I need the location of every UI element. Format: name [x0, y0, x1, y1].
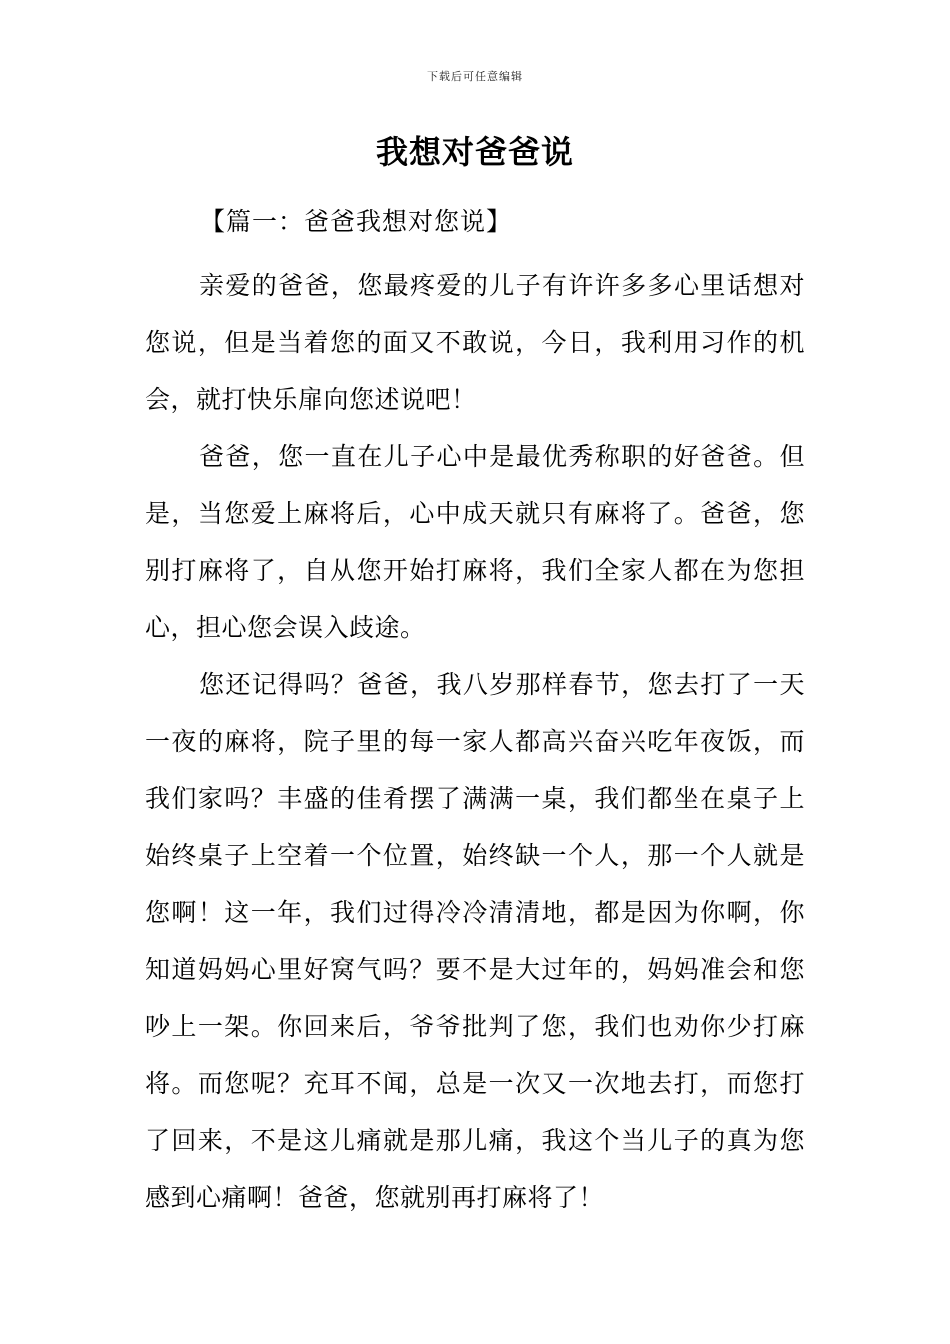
- text-line: 我们家吗？丰盛的佳肴摆了满满一桌，我们都坐在桌子上: [145, 784, 805, 813]
- text-line: 将。而您呢？充耳不闻，总是一次又一次地去打，而您打: [145, 1069, 805, 1098]
- text-line: 您说，但是当着您的面又不敢说，今日，我利用习作的机: [145, 328, 805, 357]
- page-title: 我想对爸爸说: [375, 133, 574, 171]
- header-note: 下载后可任意编辑: [427, 70, 523, 83]
- text-line: 吵上一架。你回来后，爷爷批判了您，我们也劝你少打麻: [145, 1012, 805, 1041]
- text-line: 感到心痛啊！爸爸，您就别再打麻将了！: [145, 1183, 605, 1212]
- text-line: 您还记得吗？爸爸，我八岁那样春节，您去打了一天: [199, 670, 805, 699]
- text-line: 知道妈妈心里好窝气吗？要不是大过年的，妈妈准会和您: [145, 955, 805, 984]
- text-line: 一夜的麻将，院子里的每一家人都高兴奋兴吃年夜饭，而: [145, 727, 805, 756]
- text-line: 会，就打快乐扉向您述说吧！: [145, 385, 477, 414]
- text-line: 始终桌子上空着一个位置，始终缺一个人，那一个人就是: [145, 841, 805, 870]
- paragraph: [145, 257, 805, 428]
- text-line: 了回来，不是这儿痛就是那儿痛，我这个当儿子的真为您: [145, 1126, 805, 1155]
- paragraph: [145, 428, 805, 656]
- paragraph: [145, 656, 805, 1226]
- text-line: 亲爱的爸爸，您最疼爱的儿子有许许多多心里话想对: [199, 271, 805, 300]
- section-heading: 【篇一：爸爸我想对您说】: [200, 207, 513, 236]
- text-line: 您啊！这一年，我们过得冷冷清清地，都是因为你啊，你: [145, 898, 805, 927]
- text-line: 别打麻将了，自从您开始打麻将，我们全家人都在为您担: [145, 556, 805, 585]
- body-text: [145, 257, 805, 1226]
- text-line: 心，担心您会误入歧途。: [145, 613, 426, 642]
- text-line: 是，当您爱上麻将后，心中成天就只有麻将了。爸爸，您: [145, 499, 805, 528]
- text-line: 爸爸，您一直在儿子心中是最优秀称职的好爸爸。但: [199, 442, 805, 471]
